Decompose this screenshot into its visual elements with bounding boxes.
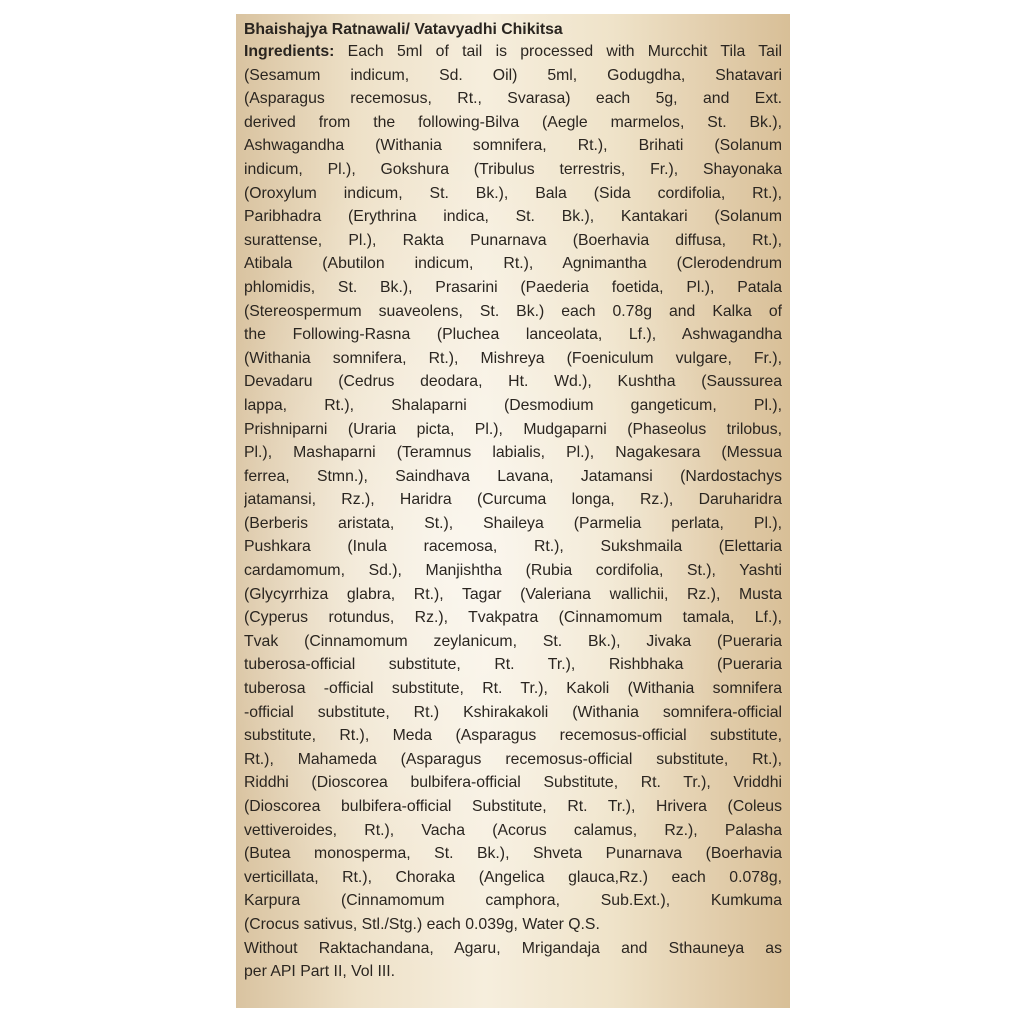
ingredients-line: Atibala (Abutilon indicum, Rt.), Agnimantha (Clerodendrum xyxy=(244,255,782,273)
ingredients-line: the Following-Rasna (Pluchea lanceolata, Lf.), Ashwagandha xyxy=(244,326,782,344)
ingredients-label: Ingredients: xyxy=(244,43,335,60)
ingredients-line: vettiveroides, Rt.), Vacha (Acorus calamus, Rz.), Palasha xyxy=(244,821,782,839)
ingredients-line: phlomidis, St. Bk.), Prasarini (Paederia foetida, Pl.), Patala xyxy=(244,278,782,296)
ingredients-line: Pl.), Mashaparni (Teramnus labialis, Pl.), Nagakesara (Messua xyxy=(244,444,782,462)
ingredients-line: per API Part II, Vol III. xyxy=(244,963,396,981)
ingredients-line: (Dioscorea bulbifera-official Substitute, Rt. Tr.), Hrivera (Coleus xyxy=(244,798,782,815)
ingredients-line: (Cyperus rotundus, Rz.), Tvakpatra (Cinnamomum tamala, Lf.), xyxy=(244,609,782,627)
ingredients-line: Paribhadra (Erythrina indica, St. Bk.), Kantakari (Solanum xyxy=(244,208,782,226)
document-title: Bhaishajya Ratnawali/ Vatavyadhi Chikitsa xyxy=(244,21,563,38)
ingredients-line: substitute, Rt.), Meda (Asparagus recemosus-official substitute, xyxy=(244,727,782,745)
ingredients-line: (Sesamum indicum, Sd. Oil) 5ml, Godugdha, Shatavari xyxy=(244,66,782,84)
ingredients-line: Karpura (Cinnamomum camphora, Sub.Ext.), Kumkuma xyxy=(244,892,782,910)
ingredients-line: indicum, Pl.), Gokshura (Tribulus terrestris, Fr.), Shayonaka xyxy=(244,160,782,178)
ingredients-line: (Oroxylum indicum, St. Bk.), Bala (Sida cordifolia, Rt.), xyxy=(244,184,782,202)
ingredients-line: (Withania somnifera, Rt.), Mishreya (Foeniculum vulgare, Fr.), xyxy=(244,349,782,367)
ingredients-first-line-text: Each 5ml of tail is processed with Murcchit Tila Tail xyxy=(334,43,782,60)
ingredients-line: Without Raktachandana, Agaru, Mrigandaja and Sthauneya as xyxy=(244,939,782,957)
ingredients-line: cardamomum, Sd.), Manjishtha (Rubia cordifolia, St.), Yashti xyxy=(244,562,782,580)
ingredients-line: (Berberis aristata, St.), Shaileya (Parmelia perlata, Pl.), xyxy=(244,514,782,532)
ingredients-line: Devadaru (Cedrus deodara, Ht. Wd.), Kushtha (Saussurea xyxy=(244,373,782,391)
ingredients-line: verticillata, Rt.), Choraka (Angelica glauca,Rz.) each 0.078g, xyxy=(244,868,782,886)
ingredients-line: (Stereospermum suaveolens, St. Bk.) each 0.78g and Kalka of xyxy=(244,302,782,320)
ingredients-line: Prishniparni (Uraria picta, Pl.), Mudgaparni (Phaseolus trilobus, xyxy=(244,420,782,438)
ingredients-line: Rt.), Mahameda (Asparagus recemosus-official substitute, Rt.), xyxy=(244,750,782,768)
ingredients-line: derived from the following-Bilva (Aegle marmelos, St. Bk.), xyxy=(244,113,782,131)
ingredients-line: Riddhi (Dioscorea bulbifera-official Substitute, Rt. Tr.), Vriddhi xyxy=(244,774,782,792)
ingredients-line: ferrea, Stmn.), Saindhava Lavana, Jatamansi (Nardostachys xyxy=(244,467,782,485)
ingredients-line: jatamansi, Rz.), Haridra (Curcuma longa, Rz.), Daruharidra xyxy=(244,491,782,509)
ingredients-line: (Glycyrrhiza glabra, Rt.), Tagar (Valeriana wallichii, Rz.), Musta xyxy=(244,585,782,603)
ingredients-line: tuberosa -official substitute, Rt. Tr.), Kakoli (Withania somnifera xyxy=(244,680,782,698)
ingredients-line: -official substitute, Rt.) Kshirakakoli (Withania somnifera-official xyxy=(244,703,782,721)
ingredients-line: (Butea monosperma, St. Bk.), Shveta Punarnava (Boerhavia xyxy=(244,845,782,863)
ingredients-first-line xyxy=(244,40,782,64)
ingredients-line: Ashwagandha (Withania somnifera, Rt.), Brihati (Solanum xyxy=(244,137,782,155)
ingredients-line: (Crocus sativus, Stl./Stg.) each 0.039g, Water Q.S. xyxy=(244,915,600,933)
ingredients-line: (Asparagus recemosus, Rt., Svarasa) each 5g, and Ext. xyxy=(244,90,782,108)
ingredients-line: Pushkara (Inula racemosa, Rt.), Sukshmaila (Elettaria xyxy=(244,538,782,556)
ingredients-line: Tvak (Cinnamomum zeylanicum, St. Bk.), Jivaka (Pueraria xyxy=(244,632,782,650)
ingredients-line: surattense, Pl.), Rakta Punarnava (Boerhavia diffusa, Rt.), xyxy=(244,231,782,249)
ingredients-line: tuberosa-official substitute, Rt. Tr.), Rishbhaka (Pueraria xyxy=(244,656,782,674)
ingredients-line: lappa, Rt.), Shalaparni (Desmodium gangeticum, Pl.), xyxy=(244,396,782,414)
ingredients-label-panel xyxy=(236,14,790,1008)
